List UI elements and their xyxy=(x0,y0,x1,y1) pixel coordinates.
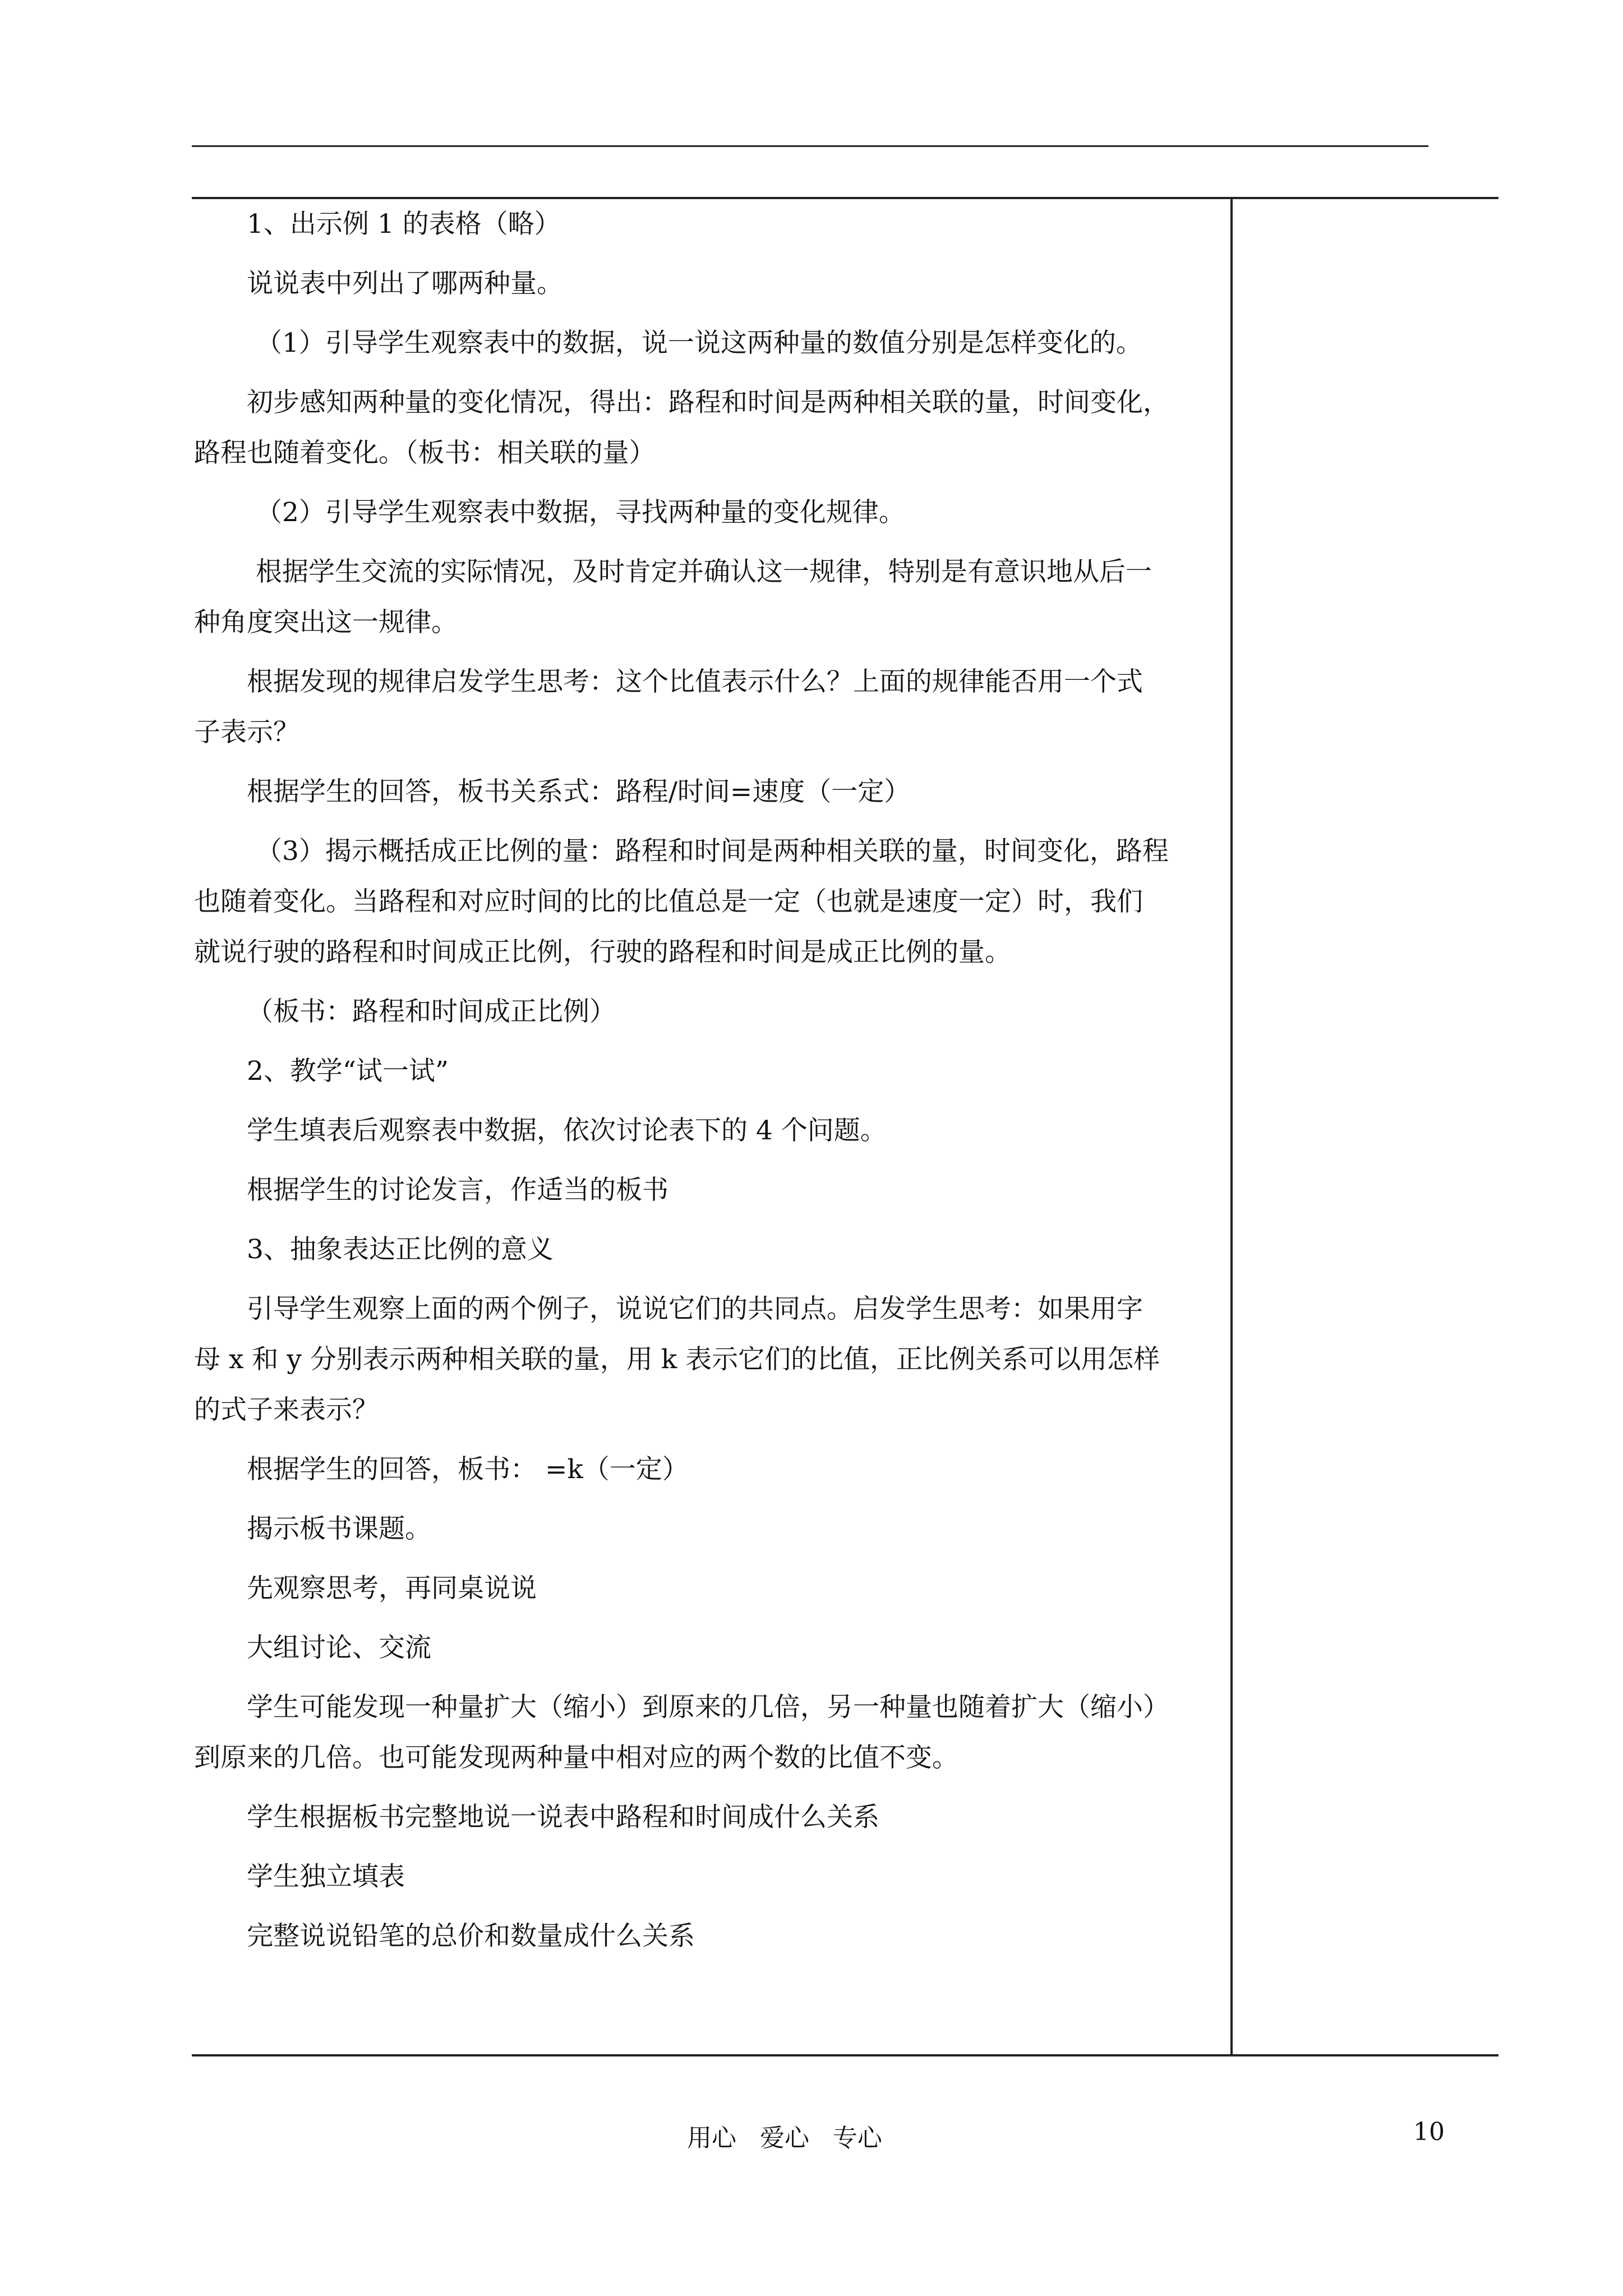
text-line: （板书：路程和时间成正比例） xyxy=(247,996,616,1027)
text-line: 学生可能发现一种量扩大（缩小）到原来的几倍，另一种量也随着扩大（缩小） xyxy=(247,1692,1169,1723)
table-bottom-border xyxy=(192,2054,1498,2056)
text-line: （3）揭示概括成正比例的量：路程和时间是两种相关联的量，时间变化，路程 xyxy=(256,836,1169,867)
table-top-border xyxy=(192,197,1498,199)
text-line: 种角度突出这一规律。 xyxy=(194,607,458,638)
header-rule xyxy=(192,145,1428,147)
text-line: 根据学生的回答，板书： =k（一定） xyxy=(247,1454,689,1485)
text-line: 3、抽象表达正比例的意义 xyxy=(247,1234,554,1265)
text-line: 学生填表后观察表中数据，依次讨论表下的 4 个问题。 xyxy=(247,1115,887,1146)
text-line: 完整说说铅笔的总价和数量成什么关系 xyxy=(247,1921,695,1952)
text-line: （2）引导学生观察表中数据，寻找两种量的变化规律。 xyxy=(256,497,905,528)
text-line: 根据学生交流的实际情况，及时肯定并确认这一规律，特别是有意识地从后一 xyxy=(256,556,1152,587)
text-line: 初步感知两种量的变化情况，得出：路程和时间是两种相关联的量，时间变化， xyxy=(247,387,1169,418)
page-number: 10 xyxy=(1413,2118,1445,2146)
text-line: 根据学生的讨论发言，作适当的板书 xyxy=(247,1175,668,1205)
text-line: 也随着变化。当路程和对应时间的比的比值总是一定（也就是速度一定）时，我们 xyxy=(194,886,1143,917)
text-line: 母 x 和 y 分别表示两种相关联的量，用 k 表示它们的比值，正比例关系可以用怎样 xyxy=(194,1344,1160,1375)
text-line: 揭示板书课题。 xyxy=(247,1513,431,1544)
text-line: 学生根据板书完整地说一说表中路程和时间成什么关系 xyxy=(247,1802,879,1833)
footer-motto: 用心 爱心 专心 xyxy=(687,2124,882,2152)
text-line: 大组讨论、交流 xyxy=(247,1632,431,1663)
text-line: 就说行驶的路程和时间成正比例，行驶的路程和时间是成正比例的量。 xyxy=(194,937,1011,968)
text-line: 根据学生的回答，板书关系式：路程/时间=速度（一定） xyxy=(247,776,911,807)
text-line: 路程也随着变化。（板书：相关联的量） xyxy=(194,438,656,468)
text-line: 1、出示例 1 的表格（略） xyxy=(247,209,561,240)
text-line: 先观察思考，再同桌说说 xyxy=(247,1573,537,1604)
text-line: 说说表中列出了哪两种量。 xyxy=(247,268,563,299)
text-line: 的式子来表示？ xyxy=(194,1395,379,1425)
text-line: 引导学生观察上面的两个例子，说说它们的共同点。启发学生思考：如果用字 xyxy=(247,1294,1143,1324)
table-column-divider xyxy=(1230,198,1233,2055)
text-line: 子表示？ xyxy=(194,717,299,748)
text-line: 到原来的几倍。也可能发现两种量中相对应的两个数的比值不变。 xyxy=(194,1742,958,1773)
text-line: 学生独立填表 xyxy=(247,1861,405,1892)
text-line: 2、教学“试一试” xyxy=(247,1056,449,1087)
text-line: （1）引导学生观察表中的数据，说一说这两种量的数值分别是怎样变化的。 xyxy=(256,328,1142,358)
text-line: 根据发现的规律启发学生思考：这个比值表示什么？上面的规律能否用一个式 xyxy=(247,666,1143,697)
